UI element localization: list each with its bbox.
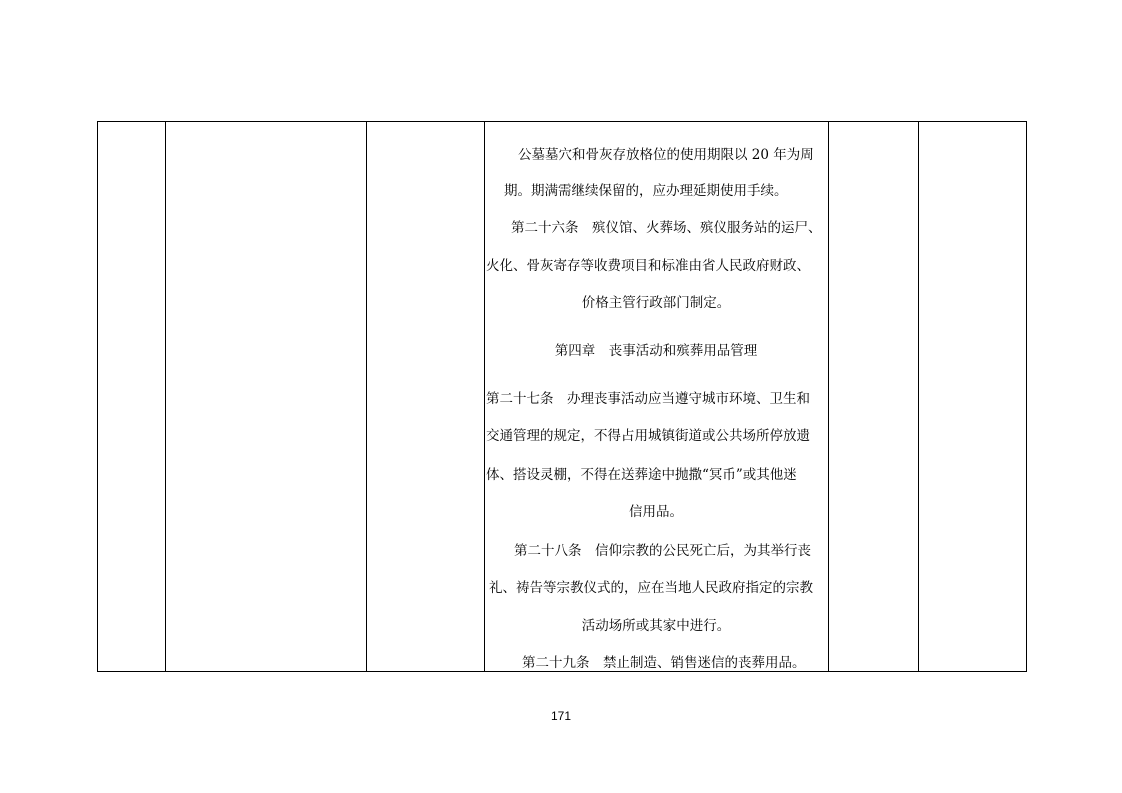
text-line: 第二十八条 信仰宗教的公民死亡后，为其举行丧	[514, 543, 811, 559]
text-line: 期。期满需继续保留的，应办理延期使用手续。	[504, 183, 788, 199]
text-line: 体、搭设灵棚，不得在送葬途中抛撒“冥币”或其他迷	[486, 467, 797, 483]
regulation-text-cell	[484, 122, 828, 671]
text-line: 火化、骨灰寄存等收费项目和标准由省人民政府财政、	[486, 258, 810, 274]
column-divider	[828, 122, 829, 671]
text-line: 信用品。	[629, 504, 683, 520]
text-line: 第二十七条 办理丧事活动应当遵守城市环境、卫生和	[486, 391, 810, 407]
text-line: 活动场所或其家中进行。	[581, 618, 731, 634]
column-divider	[918, 122, 919, 671]
column-divider	[366, 122, 367, 671]
text-line: 公墓墓穴和骨灰存放格位的使用期限以 20 年为周	[518, 147, 814, 163]
text-line: 第二十六条 殡仪馆、火葬场、殡仪服务站的运尸、	[511, 220, 822, 236]
chapter-heading: 第四章 丧事活动和殡葬用品管理	[554, 343, 758, 359]
text-line: 交通管理的规定，不得占用城镇街道或公共场所停放遗	[486, 428, 810, 444]
column-divider	[165, 122, 166, 671]
text-line: 价格主管行政部门制定。	[581, 295, 731, 311]
regulation-table	[97, 121, 1027, 672]
text-line: 第二十九条 禁止制造、销售迷信的丧葬用品。	[522, 655, 806, 671]
page-number: 171	[550, 709, 572, 723]
text-line: 礼、祷告等宗教仪式的，应在当地人民政府指定的宗教	[489, 580, 813, 596]
